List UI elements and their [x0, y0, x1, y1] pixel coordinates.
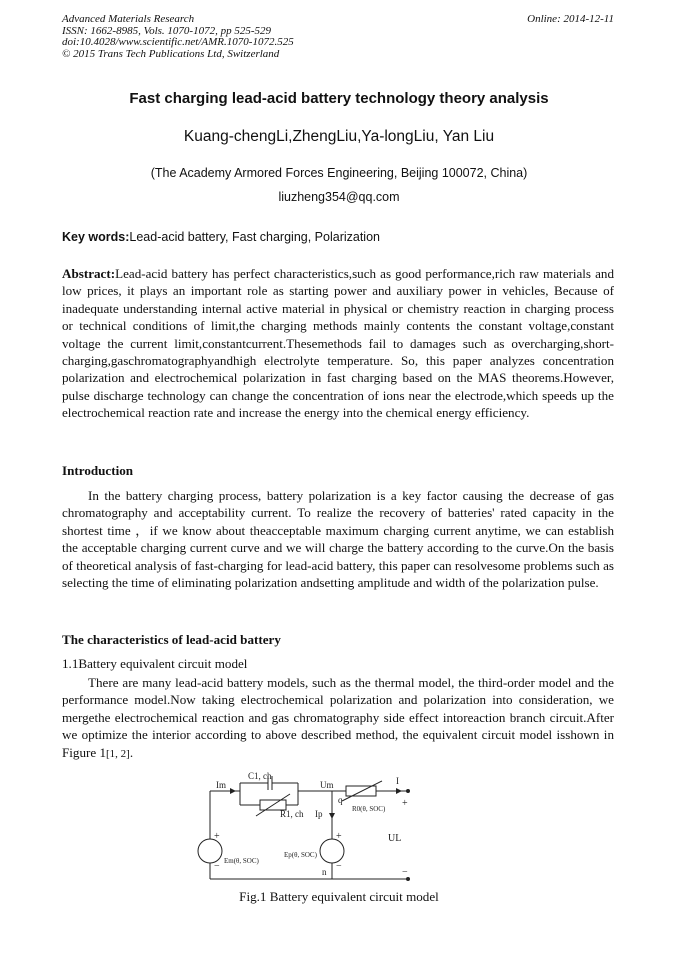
copyright-line: © 2015 Trans Tech Publications Ltd, Switzerland — [62, 47, 280, 60]
label-plus-ep: + — [336, 831, 342, 842]
label-plus-right: + — [402, 798, 408, 809]
doi-line[interactable]: doi:10.4028/www.scientific.net/AMR.1070-1072.525 — [62, 36, 294, 48]
subsection-title: 1.1Battery equivalent circuit model — [62, 656, 248, 671]
introduction-text: In the battery charging process, battery polarization is a key factor causing the decrease of gas chromatography and acceptability current. To realize the recovery of batteries' rated capacity in the shortest time ，if we know about theacceptable maximum charging current anytime, we can establish the acceptable charging current curve and we will charge the battery according to the curve.On the basis of theoretical analysis of fast-charging for lead-acid battery, this paper can resolvesome problems such as selecting the time of eliminating polarization andsetting amplitude and width of the polarization pulse. — [62, 488, 614, 591]
source-em — [198, 839, 222, 863]
label-i: I — [396, 776, 399, 786]
label-ep: Ep(θ, SOC) — [284, 851, 317, 859]
characteristics-text — [62, 674, 614, 763]
keywords-text: Lead-acid battery, Fast charging, Polarization — [129, 230, 380, 244]
label-r1: R1, ch — [280, 809, 304, 819]
label-r0: R0(θ, SOC) — [352, 805, 386, 813]
issn-line: ISSN: 1662-8985, Vols. 1070-1072, pp 525-529 — [62, 24, 271, 37]
online-date: Online: 2014-12-11 — [527, 13, 614, 25]
arrow-i — [396, 788, 402, 794]
abstract-label: Abstract: — [62, 266, 116, 281]
label-c1: C1, ch — [248, 771, 272, 781]
authors: Kuang-chengLi,ZhengLiu,Ya-longLiu, Yan Liu — [183, 128, 495, 145]
label-n: n — [322, 867, 327, 877]
label-um: Um — [320, 780, 334, 790]
source-ep — [320, 839, 344, 863]
label-minus-ep: − — [336, 861, 342, 872]
label-im: Im — [216, 780, 226, 790]
sentence-end: . — [129, 744, 134, 760]
label-em: Em(θ, SOC) — [224, 857, 259, 865]
circuit-diagram — [196, 771, 426, 883]
abstract — [62, 265, 614, 422]
keywords — [62, 230, 380, 244]
characteristics-heading: The characteristics of lead-acid battery — [62, 632, 281, 647]
affiliation: (The Academy Armored Forces Engineering, Beijing 100072, China) — [150, 166, 528, 180]
citation[interactable]: [1, 2] — [106, 747, 130, 760]
email[interactable]: liuzheng354@qq.com — [278, 190, 400, 204]
label-plus-em: + — [214, 831, 220, 842]
introduction-heading: Introduction — [62, 463, 134, 478]
label-q: q — [338, 795, 343, 805]
terminal-positive — [406, 789, 410, 793]
arrow-im — [230, 788, 236, 794]
characteristics-paragraph: There are many lead-acid battery models, such as the thermal model, the third-order model and the performance model.Now taking electrochemical polarization and polarization into consideration, we mergethe electrochemical reaction and gas chromatography side effect intoreaction branch circuit.After we optimize the interior according to above described method, the equivalent circuit model isshown in Figure 1 — [62, 675, 614, 760]
arrow-ip — [329, 813, 335, 819]
abstract-text: Lead-acid battery has perfect characteristics,such as good performance,rich raw materials and low prices, it plays an important role as starting power and auxiliary power in vehicles, Because of inadequate understanding internal active material in physical or chemistry reaction in charging process or technical conditions of limit,the charging methods mainly contents the constant voltage,constant voltage the current limit,constantcurrent.Thesemethods fail to damages such as overcharging,short-charging,gaschromatographyandhigh electrolyte temperature. So, this paper analyzes concentration polarization and electrochemical polarization in fast charging based on the MAS theorems.However, pulse discharge technology can change the concentration of ions near the electrode,which speeds up the electrochemical reaction rate and increase the energy into the chemical energy efficiency. — [62, 266, 614, 421]
paper-title: Fast charging lead-acid battery technology theory analysis — [129, 90, 549, 107]
label-ip: Ip — [315, 809, 323, 819]
journal-name: Advanced Materials Research — [62, 13, 195, 25]
figure-caption: Fig.1 Battery equivalent circuit model — [239, 889, 439, 904]
keywords-label: Key words: — [62, 230, 130, 244]
label-minus-right: − — [402, 867, 408, 878]
label-ul: UL — [388, 833, 402, 844]
journal-header — [62, 14, 294, 60]
label-minus-em: − — [214, 861, 220, 872]
